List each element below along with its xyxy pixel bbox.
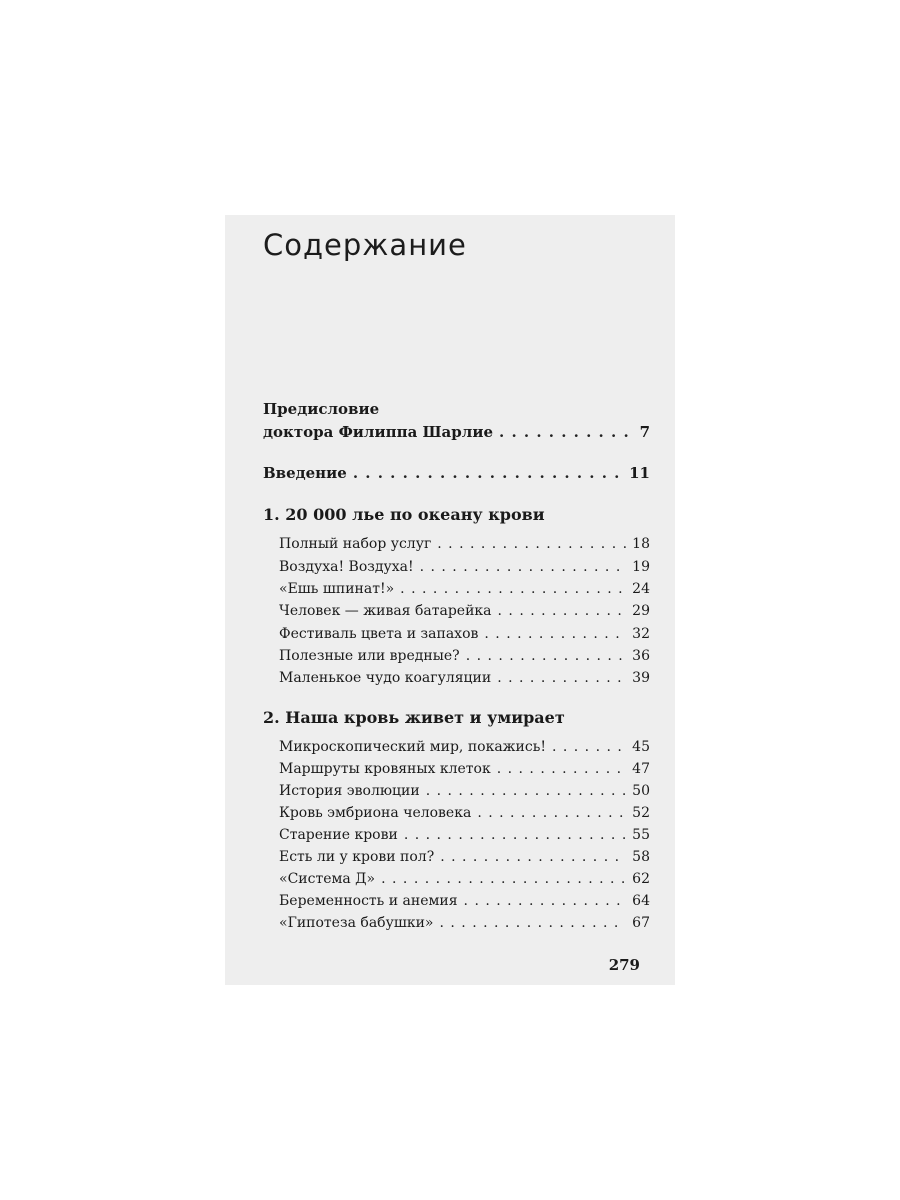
- toc-label: Есть ли у крови пол?: [279, 849, 435, 865]
- toc-label: Микроскопический мир, покажись!: [279, 739, 546, 755]
- toc-label: Введение: [263, 464, 347, 482]
- toc-entry[interactable]: [279, 738, 650, 756]
- page-title: Содержание: [263, 228, 467, 262]
- page-number: 52: [632, 805, 650, 821]
- leader-dots: [420, 558, 627, 576]
- toc-label: Человек — живая батарейка: [279, 603, 492, 619]
- preface-line2: доктора Филиппа Шарлие: [263, 423, 493, 441]
- toc-label: Полный набор услуг: [279, 536, 432, 552]
- toc-entry-preface[interactable]: [263, 423, 650, 441]
- toc-entry[interactable]: [279, 580, 650, 598]
- page-number: 7: [639, 423, 650, 441]
- page-number: 36: [632, 648, 650, 664]
- page-number: 29: [632, 603, 650, 619]
- page-number: 24: [632, 581, 650, 597]
- leader-dots: [440, 914, 627, 932]
- leader-dots: [477, 804, 626, 822]
- leader-dots: [353, 464, 623, 482]
- leader-dots: [381, 870, 626, 888]
- toc-entry[interactable]: [279, 848, 650, 866]
- toc-label: «Система Д»: [279, 871, 376, 887]
- toc-entry[interactable]: [279, 914, 650, 932]
- chapter-2-title[interactable]: 2. Наша кровь живет и умирает: [263, 708, 565, 727]
- toc-entry[interactable]: [279, 535, 650, 553]
- leader-dots: [440, 848, 626, 866]
- toc-entry[interactable]: [279, 602, 650, 620]
- toc-label: Старение крови: [279, 827, 398, 843]
- toc-entry[interactable]: [279, 826, 650, 844]
- page-number: 45: [632, 739, 650, 755]
- toc-label: История эволюции: [279, 783, 420, 799]
- toc-entry[interactable]: [279, 647, 650, 665]
- toc-label: «Ешь шпинат!»: [279, 581, 395, 597]
- leader-dots: [426, 782, 626, 800]
- page-number: 11: [629, 464, 650, 482]
- toc-entry[interactable]: [279, 625, 650, 643]
- leader-dots: [497, 669, 626, 687]
- leader-dots: [498, 602, 627, 620]
- page-number: 18: [632, 536, 650, 552]
- toc-entry[interactable]: [279, 804, 650, 822]
- leader-dots: [464, 892, 627, 910]
- page-number: 47: [632, 761, 650, 777]
- toc-label: Полезные или вредные?: [279, 648, 460, 664]
- chapter-1-title[interactable]: 1. 20 000 лье по океану крови: [263, 505, 545, 524]
- page-number: 32: [632, 626, 650, 642]
- toc-label: Кровь эмбриона человека: [279, 805, 472, 821]
- toc-label: Маленькое чудо коагуляции: [279, 670, 492, 686]
- page-number: 55: [632, 827, 650, 843]
- leader-dots: [497, 760, 626, 778]
- leader-dots: [499, 423, 628, 441]
- page-folio-number: 279: [608, 956, 640, 974]
- leader-dots: [484, 625, 626, 643]
- toc-label: «Гипотеза бабушки»: [279, 915, 434, 931]
- toc-label: Маршруты кровяных клеток: [279, 761, 491, 777]
- toc-label: Фестиваль цвета и запахов: [279, 626, 479, 642]
- page-number: 67: [632, 915, 650, 931]
- toc-entry[interactable]: [279, 558, 650, 576]
- page-number: 62: [632, 871, 650, 887]
- page-number: 39: [632, 670, 650, 686]
- leader-dots: [552, 738, 626, 756]
- leader-dots: [404, 826, 626, 844]
- leader-dots: [437, 535, 626, 553]
- toc-entry[interactable]: [279, 870, 650, 888]
- toc-entry[interactable]: [279, 669, 650, 687]
- preface-line1: Предисловие: [263, 400, 380, 418]
- toc-label: Воздуха! Воздуха!: [279, 559, 414, 575]
- page-number: 64: [632, 893, 650, 909]
- toc-label: Беременность и анемия: [279, 893, 458, 909]
- page-number: 58: [632, 849, 650, 865]
- toc-entry[interactable]: [279, 782, 650, 800]
- toc-entry[interactable]: [279, 760, 650, 778]
- leader-dots: [400, 580, 626, 598]
- page-number: 50: [632, 783, 650, 799]
- toc-entry-intro[interactable]: [263, 464, 650, 482]
- leader-dots: [466, 647, 626, 665]
- toc-entry[interactable]: [279, 892, 650, 910]
- page-number: 19: [632, 559, 650, 575]
